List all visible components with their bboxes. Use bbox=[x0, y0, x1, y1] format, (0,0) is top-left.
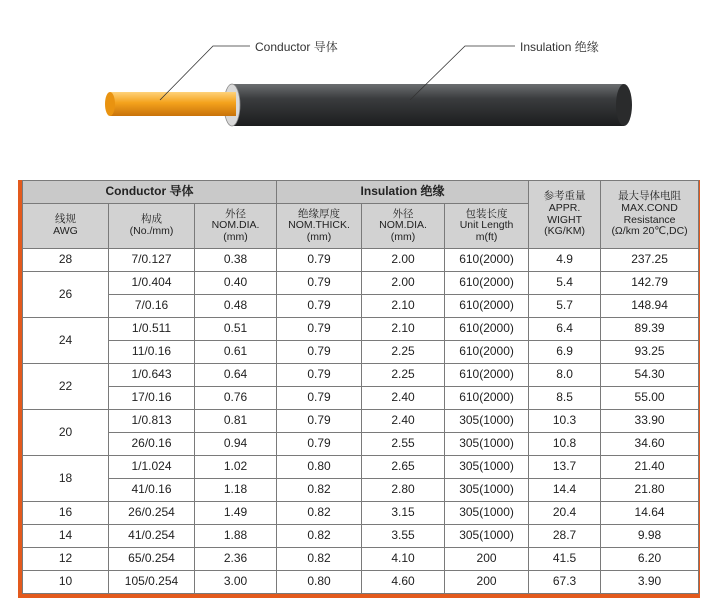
resistance-cell: 89.39 bbox=[601, 318, 699, 341]
length-cell: 200 bbox=[445, 548, 529, 571]
cond-dia-cell: 3.00 bbox=[195, 571, 277, 594]
strand-cell: 1/0.511 bbox=[109, 318, 195, 341]
length-header-unit: m(ft) bbox=[475, 230, 498, 243]
weight-cell: 5.7 bbox=[529, 295, 601, 318]
ins-dia-cell: 2.00 bbox=[362, 272, 445, 295]
awg-cell: 10 bbox=[23, 571, 109, 594]
weight-cell: 13.7 bbox=[529, 456, 601, 479]
thick-cell: 0.82 bbox=[277, 525, 362, 548]
resistance-cell: 148.94 bbox=[601, 295, 699, 318]
table-row bbox=[23, 341, 699, 364]
awg-cell: 28 bbox=[23, 249, 109, 272]
thick-cell: 0.79 bbox=[277, 341, 362, 364]
thick-cell: 0.79 bbox=[277, 410, 362, 433]
weight-cell: 14.4 bbox=[529, 479, 601, 502]
length-cell: 610(2000) bbox=[445, 318, 529, 341]
thick-cell: 0.82 bbox=[277, 548, 362, 571]
strand-cell: 65/0.254 bbox=[109, 548, 195, 571]
table-row bbox=[23, 479, 699, 502]
wire-conductor bbox=[105, 92, 236, 116]
strand-header-cn: 构成 bbox=[141, 213, 162, 226]
thick-header-cn: 绝缘厚度 bbox=[298, 207, 341, 220]
cond-dia-cell: 1.49 bbox=[195, 502, 277, 525]
cond-dia-header-en: NOM.DIA. bbox=[211, 219, 260, 232]
strand-cell: 26/0.254 bbox=[109, 502, 195, 525]
cond-dia-cell: 0.51 bbox=[195, 318, 277, 341]
strand-cell: 17/0.16 bbox=[109, 387, 195, 410]
weight-cell: 6.4 bbox=[529, 318, 601, 341]
table-row bbox=[23, 548, 699, 571]
weight-cell: 8.0 bbox=[529, 364, 601, 387]
thick-header bbox=[277, 204, 362, 249]
ins-dia-cell: 3.15 bbox=[362, 502, 445, 525]
thick-cell: 0.80 bbox=[277, 571, 362, 594]
weight-cell: 8.5 bbox=[529, 387, 601, 410]
resistance-cell: 14.64 bbox=[601, 502, 699, 525]
thick-cell: 0.79 bbox=[277, 295, 362, 318]
strand-cell: 41/0.254 bbox=[109, 525, 195, 548]
table-row bbox=[23, 456, 699, 479]
thick-header-en: NOM.THICK. bbox=[288, 219, 350, 232]
table-row bbox=[23, 295, 699, 318]
weight-header-cn: 参考重量 bbox=[543, 190, 586, 203]
thick-cell: 0.79 bbox=[277, 364, 362, 387]
length-header-cn: 包装长度 bbox=[465, 207, 508, 220]
cond-dia-cell: 1.18 bbox=[195, 479, 277, 502]
weight-cell: 10.8 bbox=[529, 433, 601, 456]
resistance-cell: 9.98 bbox=[601, 525, 699, 548]
awg-cell: 14 bbox=[23, 525, 109, 548]
resistance-cell: 21.40 bbox=[601, 456, 699, 479]
resistance-cell: 54.30 bbox=[601, 364, 699, 387]
thick-cell: 0.82 bbox=[277, 502, 362, 525]
insulation-group-header: Insulation 绝缘 bbox=[277, 181, 529, 204]
cond-dia-cell: 0.81 bbox=[195, 410, 277, 433]
awg-cell: 24 bbox=[23, 318, 109, 364]
weight-header bbox=[529, 181, 601, 249]
spec-table-body bbox=[23, 249, 699, 594]
cond-dia-cell: 1.88 bbox=[195, 525, 277, 548]
table-row bbox=[23, 502, 699, 525]
cond-dia-cell: 0.64 bbox=[195, 364, 277, 387]
table-row bbox=[23, 387, 699, 410]
spec-table-frame bbox=[18, 180, 700, 598]
thick-cell: 0.79 bbox=[277, 249, 362, 272]
strand-cell: 7/0.127 bbox=[109, 249, 195, 272]
awg-header-en: AWG bbox=[53, 225, 78, 237]
weight-header-l3: (KG/KM) bbox=[544, 225, 585, 238]
strand-cell: 11/0.16 bbox=[109, 341, 195, 364]
ins-dia-header-cn: 外径 bbox=[392, 207, 414, 220]
cond-dia-header-unit: (mm) bbox=[223, 230, 248, 243]
ins-dia-header bbox=[362, 204, 445, 249]
weight-cell: 6.9 bbox=[529, 341, 601, 364]
resistance-header-l1: MAX.COND bbox=[621, 201, 678, 214]
thick-cell: 0.82 bbox=[277, 479, 362, 502]
resistance-cell: 34.60 bbox=[601, 433, 699, 456]
cond-dia-cell: 2.36 bbox=[195, 548, 277, 571]
strand-cell: 1/1.024 bbox=[109, 456, 195, 479]
resistance-cell: 55.00 bbox=[601, 387, 699, 410]
weight-cell: 20.4 bbox=[529, 502, 601, 525]
ins-dia-cell: 2.40 bbox=[362, 410, 445, 433]
length-cell: 305(1000) bbox=[445, 502, 529, 525]
weight-cell: 10.3 bbox=[529, 410, 601, 433]
length-cell: 305(1000) bbox=[445, 410, 529, 433]
length-cell: 305(1000) bbox=[445, 525, 529, 548]
length-header-en: Unit Length bbox=[459, 219, 514, 232]
strand-cell: 1/0.643 bbox=[109, 364, 195, 387]
table-row bbox=[23, 318, 699, 341]
cond-dia-cell: 0.40 bbox=[195, 272, 277, 295]
ins-dia-cell: 2.65 bbox=[362, 456, 445, 479]
length-cell: 305(1000) bbox=[445, 433, 529, 456]
awg-cell: 20 bbox=[23, 410, 109, 456]
cond-dia-cell: 0.61 bbox=[195, 341, 277, 364]
awg-cell: 26 bbox=[23, 272, 109, 318]
resistance-header bbox=[601, 181, 699, 249]
awg-cell: 22 bbox=[23, 364, 109, 410]
resistance-header-l3: (Ω/km 20℃,DC) bbox=[611, 225, 688, 238]
resistance-cell: 6.20 bbox=[601, 548, 699, 571]
resistance-cell: 237.25 bbox=[601, 249, 699, 272]
ins-dia-cell: 2.10 bbox=[362, 318, 445, 341]
length-cell: 610(2000) bbox=[445, 249, 529, 272]
thick-cell: 0.80 bbox=[277, 456, 362, 479]
conductor-callout: Conductor 导体 bbox=[255, 40, 338, 54]
weight-cell: 28.7 bbox=[529, 525, 601, 548]
strand-header bbox=[109, 204, 195, 249]
ins-dia-cell: 2.55 bbox=[362, 433, 445, 456]
ins-dia-cell: 4.10 bbox=[362, 548, 445, 571]
thick-header-unit: (mm) bbox=[306, 230, 332, 243]
cond-dia-header bbox=[195, 204, 277, 249]
weight-cell: 5.4 bbox=[529, 272, 601, 295]
ins-dia-header-unit: (mm) bbox=[390, 230, 416, 243]
table-row bbox=[23, 410, 699, 433]
resistance-cell: 93.25 bbox=[601, 341, 699, 364]
resistance-cell: 33.90 bbox=[601, 410, 699, 433]
awg-header bbox=[23, 204, 109, 249]
thick-cell: 0.79 bbox=[277, 272, 362, 295]
weight-header-l2: WIGHT bbox=[547, 213, 583, 226]
table-row bbox=[23, 249, 699, 272]
wire-illustration bbox=[0, 0, 726, 160]
ins-dia-cell: 2.80 bbox=[362, 479, 445, 502]
length-cell: 610(2000) bbox=[445, 387, 529, 410]
cond-dia-cell: 0.94 bbox=[195, 433, 277, 456]
insulation-callout: Insulation 绝缘 bbox=[520, 40, 599, 54]
resistance-cell: 3.90 bbox=[601, 571, 699, 594]
thick-cell: 0.79 bbox=[277, 318, 362, 341]
strand-cell: 7/0.16 bbox=[109, 295, 195, 318]
cond-dia-cell: 1.02 bbox=[195, 456, 277, 479]
length-cell: 305(1000) bbox=[445, 456, 529, 479]
cond-dia-cell: 0.76 bbox=[195, 387, 277, 410]
ins-dia-cell: 2.10 bbox=[362, 295, 445, 318]
strand-cell: 105/0.254 bbox=[109, 571, 195, 594]
length-cell: 200 bbox=[445, 571, 529, 594]
table-row bbox=[23, 272, 699, 295]
strand-cell: 41/0.16 bbox=[109, 479, 195, 502]
ins-dia-cell: 2.00 bbox=[362, 249, 445, 272]
strand-cell: 1/0.404 bbox=[109, 272, 195, 295]
wire-insulation bbox=[224, 84, 632, 126]
weight-header-l1: APPR. bbox=[548, 201, 581, 214]
ins-dia-cell: 3.55 bbox=[362, 525, 445, 548]
ins-dia-header-en: NOM.DIA. bbox=[379, 219, 427, 232]
spec-table bbox=[22, 180, 699, 594]
table-row bbox=[23, 525, 699, 548]
table-row bbox=[23, 364, 699, 387]
resistance-header-cn: 最大导体电阻 bbox=[618, 190, 682, 203]
length-header bbox=[445, 204, 529, 249]
conductor-group-header: Conductor 导体 bbox=[23, 181, 277, 204]
strand-header-en: (No./mm) bbox=[129, 225, 174, 237]
resistance-header-l2: Resistance bbox=[623, 213, 676, 226]
ins-dia-cell: 2.25 bbox=[362, 364, 445, 387]
ins-dia-cell: 2.25 bbox=[362, 341, 445, 364]
ins-dia-cell: 4.60 bbox=[362, 571, 445, 594]
weight-cell: 41.5 bbox=[529, 548, 601, 571]
ins-dia-cell: 2.40 bbox=[362, 387, 445, 410]
weight-cell: 67.3 bbox=[529, 571, 601, 594]
weight-cell: 4.9 bbox=[529, 249, 601, 272]
strand-cell: 26/0.16 bbox=[109, 433, 195, 456]
length-cell: 610(2000) bbox=[445, 272, 529, 295]
cond-dia-cell: 0.38 bbox=[195, 249, 277, 272]
strand-cell: 1/0.813 bbox=[109, 410, 195, 433]
resistance-cell: 21.80 bbox=[601, 479, 699, 502]
cond-dia-header-cn: 外径 bbox=[225, 207, 247, 220]
awg-cell: 12 bbox=[23, 548, 109, 571]
awg-header-cn: 线规 bbox=[55, 213, 76, 226]
table-row bbox=[23, 433, 699, 456]
thick-cell: 0.79 bbox=[277, 387, 362, 410]
awg-cell: 16 bbox=[23, 502, 109, 525]
cond-dia-cell: 0.48 bbox=[195, 295, 277, 318]
resistance-cell: 142.79 bbox=[601, 272, 699, 295]
length-cell: 305(1000) bbox=[445, 479, 529, 502]
length-cell: 610(2000) bbox=[445, 364, 529, 387]
length-cell: 610(2000) bbox=[445, 295, 529, 318]
table-row bbox=[23, 571, 699, 594]
length-cell: 610(2000) bbox=[445, 341, 529, 364]
awg-cell: 18 bbox=[23, 456, 109, 502]
thick-cell: 0.79 bbox=[277, 433, 362, 456]
